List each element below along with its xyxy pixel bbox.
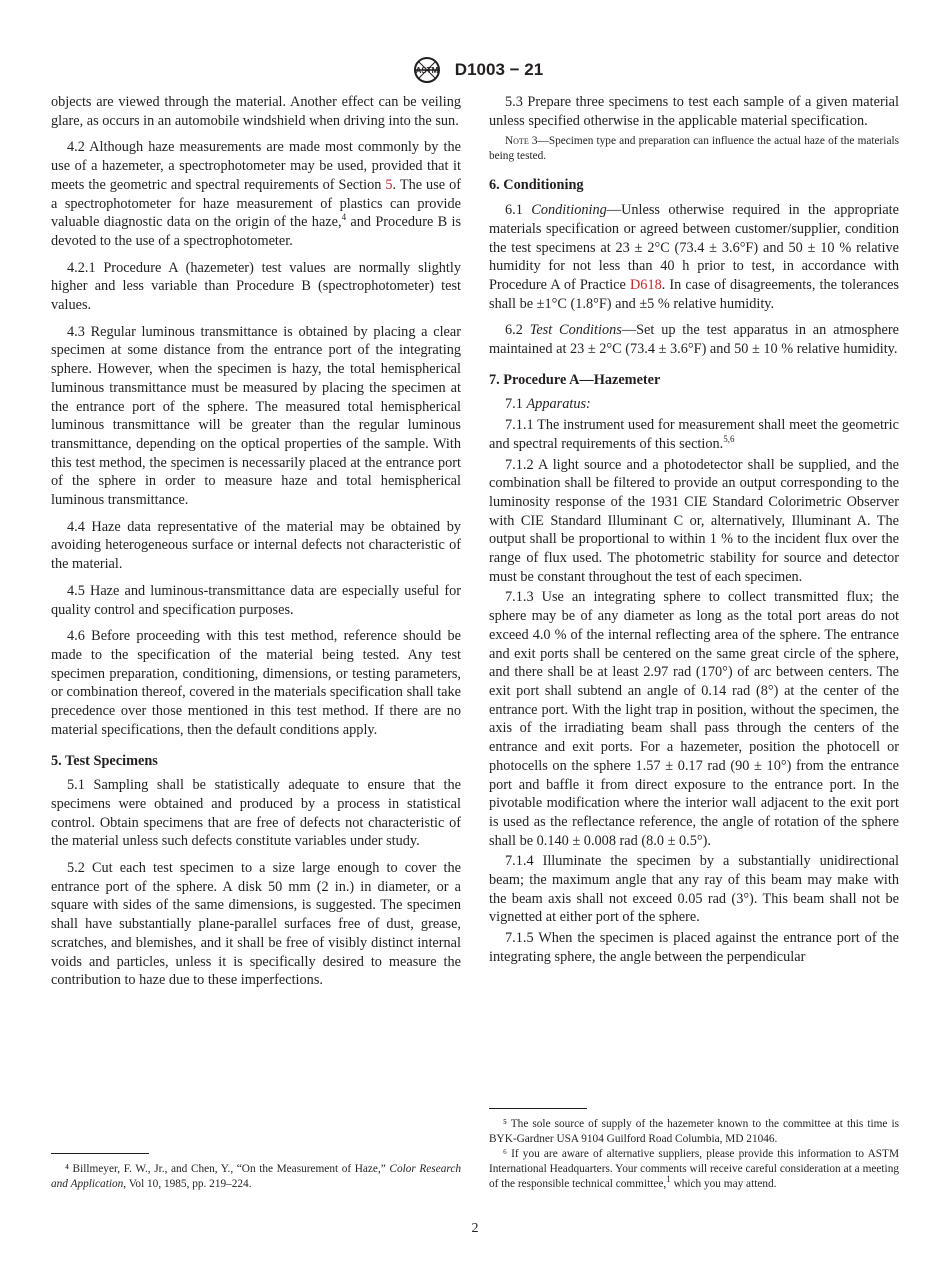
paragraph-7-1-2: 7.1.2 A light source and a photodetector shall be supplied, and the combination shall be filtered to provide an output corresponding to the luminosity response of the 1931 CIE Standard Colorimetric Observer with CIE Standard Illuminant C or, alternatively, Illuminant A. The output shall be proportional to within 1 % to the incident flux over the range of flux used. The photometric stability for source and detector must be constant throughout the test of each specimen. [489, 456, 899, 585]
paragraph-5-2: 5.2 Cut each test specimen to a size large enough to cover the entrance port of the sphere. A disk 50 mm (2 in.) in diameter, or a square with sides of the same dimensions, is suggested. The specimen shall have substantially plane-parallel surfaces free of dust, grease, scratches, and blemishes, and it shall be free of visibly distinct internal voids and particles, unless it is specifically desired to measure the contribution to haze due to these imperfections. [51, 860, 461, 989]
paragraph-4-5: 4.5 Haze and luminous-transmittance data are especially useful for quality control and specification purposes. [51, 582, 461, 618]
footnote-divider-right [489, 1108, 587, 1109]
paragraph-7-1-1: 7.1.1 The instrument used for measurement shall meet the geometric and spectral requirements of this section.$^{5,6}$ [489, 417, 899, 452]
paragraph-5-3: 5.3 Prepare three specimens to test each sample of a given material unless specified otherwise in the applicable material specification. [489, 94, 899, 129]
paragraph-6-2: 6.2 Test Conditions—Set up the test apparatus in an atmosphere maintained at 23 ± 2°C (73.4 ± 3.6°F) and 50 ± 10 % relative humidity. [489, 322, 900, 358]
paragraph-5-1: 5.1 Sampling shall be statistically adequate to ensure that the specimens were obtained and produced by a process in statistical control. Obtain specimens that are free of defects not characteristic of the material unless such defects constitute variables under study. [51, 777, 461, 850]
left-column [51, 93, 461, 998]
paragraph-7-1-4: 7.1.4 Illuminate the specimen by a substantially unidirectional beam; the maximum angle that any ray of this beam may make with the beam axis shall not exceed 0.05 rad (3°). This beam shall not be vignetted at either port of the sphere. [489, 853, 899, 926]
section-heading-5: 5. Test Specimens [51, 752, 158, 769]
paragraph-continued: objects are viewed through the material. Another effect can be veiling glare, as occurs in an automobile windshield when driving into the sun. [51, 94, 461, 129]
note-3: Note 3—Specimen type and preparation can influence the actual haze of the materials being tested. [489, 135, 899, 163]
paragraph-4-2-1: 4.2.1 Procedure A (hazemeter) test values are normally slightly higher and less variable than Procedure B (spectrophotometer) test values. [51, 259, 461, 314]
paragraph-7-1-5: 7.1.5 When the specimen is placed against the entrance port of the integrating sphere, the angle between the perpendicular [489, 930, 899, 965]
footnote-4: ⁴ Billmeyer, F. W., Jr., and Chen, Y., “On the Measurement of Haze,” Color Research and Application, Vol 10, 1985, pp. 219–224. [51, 1163, 462, 1190]
paragraph-4-3: 4.3 Regular luminous transmittance is obtained by placing a clear specimen at some distance from the entrance port of the integrating sphere. However, when the specimen is hazy, the total hemispherical luminous transmittance must be measured by placing the specimen at the entrance port of the sphere. The measured total hemispherical luminous transmittance will be greater than the regular luminous transmittance, depending on the optical properties of the sample. With this test method, the specimen is necessarily placed at the entrance port of the sphere in order to measure haze and total hemispherical luminous transmittance. [51, 323, 461, 509]
svg-text:ASTM: ASTM [415, 66, 439, 75]
page-number: 2 [471, 1221, 479, 1236]
paragraph-4-2: 4.2 Although haze measurements are made most commonly by the use of a hazemeter, a spectrophotometer may be used, provided that it meets the geometric and spectral requirements of Section 5. The use of a spectrophotometer for haze measurement of plastics can provide valuable diagnostic data on the origin of the haze,$^4$ and Procedure B is devoted to the use of a spectrophotometer. [51, 139, 462, 249]
right-column [489, 93, 899, 969]
paragraph-4-6: 4.6 Before proceeding with this test method, reference should be made to the specification of the material being tested. Any test specimen preparation, conditioning, dimensions, or testing parameters, or combination thereof, covered in the materials specification shall take precedence over those mentioned in this test method. If there are no material specifications, then the default conditions apply. [51, 628, 461, 738]
document-designation: D1003 − 21 [454, 60, 544, 79]
section-5-link[interactable]: 5 [385, 176, 393, 193]
astm-logo-icon [407, 56, 447, 84]
paragraph-6-1: 6.1 Conditioning—Unless otherwise required in the appropriate materials specification or agreed between customer/supplier, condition the test specimens at 23 ± 2°C (73.4 ± 3.6°F) and 50 ± 10 % relative humidity for not less than 40 h prior to test, in accordance with Procedure A of Practice D618. In case of disagreements, the tolerances shall be ±1°C (1.8°F) and ±5 % relative humidity. [489, 202, 899, 312]
footnote-divider-left [51, 1153, 149, 1154]
section-heading-6: 6. Conditioning [489, 177, 584, 194]
footnote-ref-5-6: 5,6 [723, 434, 735, 445]
paragraph-7-1: 7.1 Apparatus: [505, 396, 591, 413]
footnote-6: ⁶ If you are aware of alternative suppliers, please provide this information to ASTM International Headquarters. Your comments will receive careful consideration at a meeting of the responsible technical committee,$^1$ which you may attend. [489, 1148, 899, 1190]
footnotes-right [489, 1117, 899, 1192]
page-header [0, 56, 950, 84]
footnote-ref-4: 4 [341, 212, 347, 223]
section-heading-7: 7. Procedure A—Hazemeter [489, 371, 661, 388]
paragraph-4-4: 4.4 Haze data representative of the material may be obtained by avoiding heterogeneous surface or internal defects not characteristic of the material. [51, 518, 461, 573]
paragraph-7-1-3: 7.1.3 Use an integrating sphere to collect transmitted flux; the sphere may be of any diameter as long as the total port areas do not exceed 4.0 % of the internal reflecting area of the sphere. The entrance and exit ports shall be centered on the same great circle of the sphere, and there shall be at least 2.97 rad (170°) of arc between centers. The exit port shall subtend an angle of 0.14 rad (8°) at the center of the entrance port. With the light trap in position, without the specimen, the axis of the irradiating beam shall pass through the centers of the entrance and exit ports. For a hazemeter, position the photocell or photocells on the sphere 1.57 ± 0.17 rad (90 ± 10°) from the entrance port and baffle it from direct exposure to the entrance port. In the pivotable modification where the interior wall adjacent to the exit port is used as the reflectance reference, the angle of rotation of the sphere shall be 0.140 ± 0.008 rad (8.0 ± 0.5°). [489, 589, 899, 849]
d618-link[interactable]: D618 [629, 276, 662, 293]
footnote-5: ⁵ The sole source of supply of the hazemeter known to the committee at this time is BYK-Gardner USA 9104 Guilford Road Columbia, MD 21046. [489, 1118, 899, 1145]
